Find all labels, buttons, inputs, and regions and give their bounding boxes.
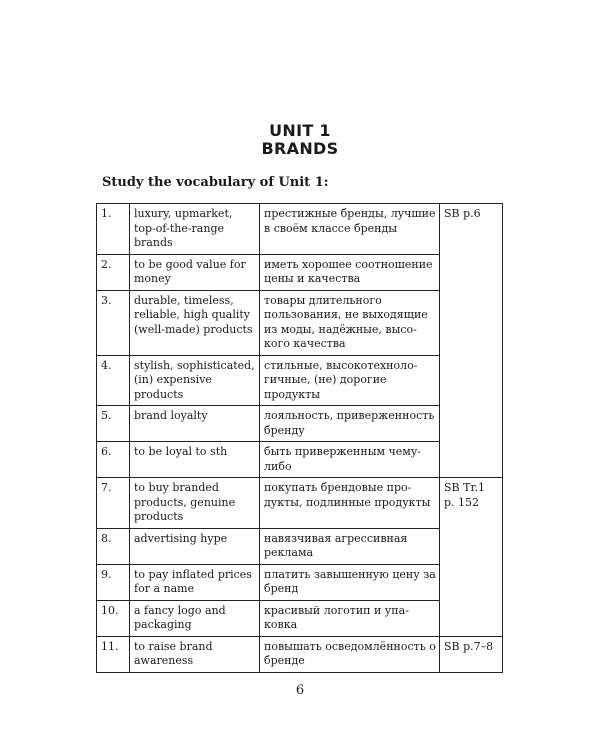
- reference-cell: SB p.6: [440, 204, 503, 478]
- row-number: 8.: [97, 528, 130, 564]
- row-number: 1.: [97, 204, 130, 255]
- english-term: to be good value for money: [130, 254, 260, 290]
- table-row: [97, 636, 503, 672]
- row-number: 6.: [97, 442, 130, 478]
- english-term: to buy branded products, genuine products: [130, 478, 260, 529]
- row-number: 4.: [97, 355, 130, 406]
- russian-translation: красивый логотип и упаковка: [260, 600, 440, 636]
- russian-translation: товары длительного пользования, не выходящие из моды, надёжные, высокого качества: [260, 290, 440, 355]
- unit-title: BRANDS: [261, 139, 339, 158]
- row-number: 2.: [97, 254, 130, 290]
- english-term: a fancy logo and packaging: [130, 600, 260, 636]
- english-term: to raise brand awareness: [130, 636, 260, 672]
- english-term: to be loyal to sth: [130, 442, 260, 478]
- table-row: [97, 204, 503, 255]
- english-term: brand loyalty: [130, 406, 260, 442]
- russian-translation: навязчивая агрессивная реклама: [260, 528, 440, 564]
- russian-translation: покупать брендовые продукты, подлинные продукты: [260, 478, 440, 529]
- russian-translation: стильные, высокотехнологичные, (не) дорогие продукты: [260, 355, 440, 406]
- row-number: 5.: [97, 406, 130, 442]
- unit-heading: [0, 122, 600, 158]
- table-row: [97, 478, 503, 529]
- reference-cell: SB Tr.1 p. 152: [440, 478, 503, 637]
- russian-translation: иметь хорошее соотношение цены и качества: [260, 254, 440, 290]
- english-term: luxury, upmarket, top-of-the-range brands: [130, 204, 260, 255]
- russian-translation: повышать осведомлённость о бренде: [260, 636, 440, 672]
- row-number: 3.: [97, 290, 130, 355]
- intro-instruction: Study the vocabulary of Unit 1:: [102, 175, 329, 190]
- page-number: 6: [295, 683, 305, 698]
- english-term: advertising hype: [130, 528, 260, 564]
- row-number: 10.: [97, 600, 130, 636]
- vocabulary-table: [96, 203, 503, 673]
- row-number: 9.: [97, 564, 130, 600]
- english-term: to pay inflated prices for a name: [130, 564, 260, 600]
- unit-number: UNIT 1: [269, 121, 331, 140]
- row-number: 11.: [97, 636, 130, 672]
- reference-cell: SB p.7–8: [440, 636, 503, 672]
- russian-translation: престижные бренды, лучшие в своём классе бренды: [260, 204, 440, 255]
- row-number: 7.: [97, 478, 130, 529]
- russian-translation: платить завышенную цену за бренд: [260, 564, 440, 600]
- english-term: stylish, sophisticated, (in) expensive products: [130, 355, 260, 406]
- russian-translation: лояльность, приверженность бренду: [260, 406, 440, 442]
- russian-translation: быть приверженным чему-либо: [260, 442, 440, 478]
- english-term: durable, timeless, reliable, high quality (well-made) products: [130, 290, 260, 355]
